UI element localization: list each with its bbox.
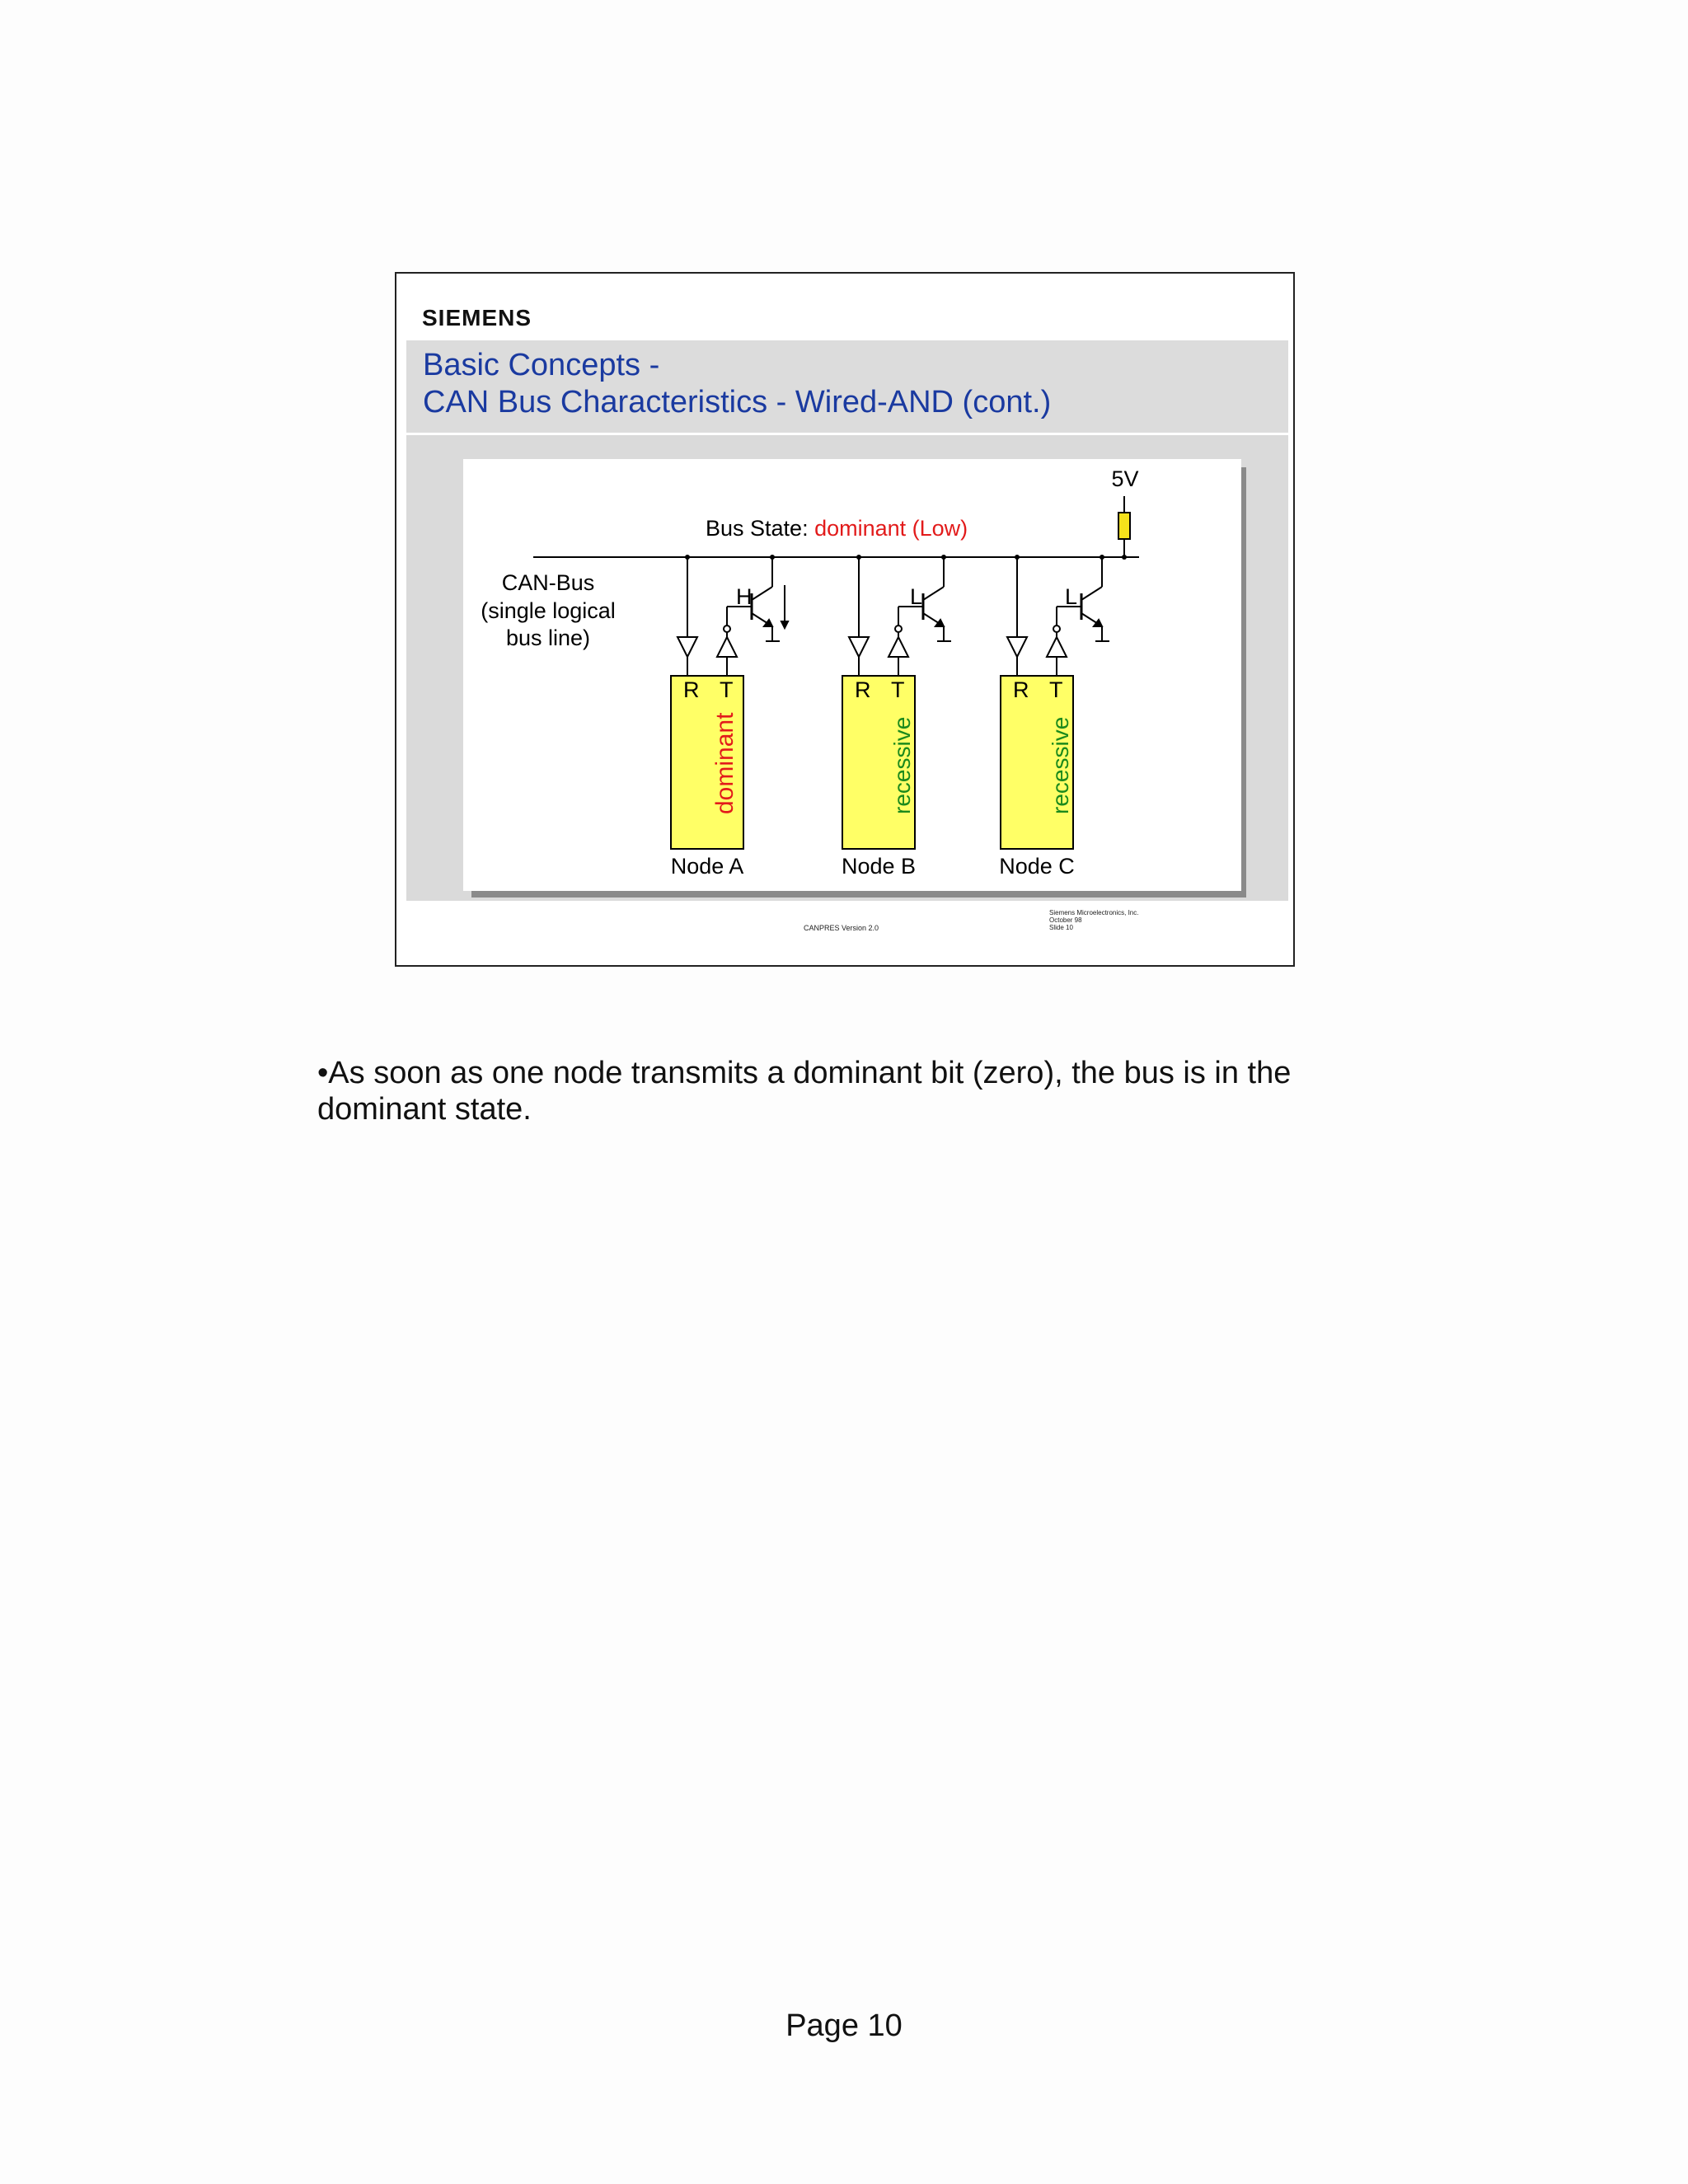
siemens-logo: SIEMENS: [422, 305, 532, 330]
node-b-r-label: R: [855, 677, 871, 702]
footer-company-name: Siemens Microelectronics, Inc.: [1049, 909, 1139, 916]
bus-label-line1: CAN-Bus: [501, 570, 595, 595]
footer-slide-number: Slide 10: [1049, 924, 1073, 931]
slide-footer-company: [1049, 909, 1138, 931]
node-c-t-label: T: [1049, 677, 1063, 702]
footer-date: October 98: [1049, 916, 1082, 924]
node-c-label: Node C: [999, 854, 1075, 879]
node-a-input-label: H: [736, 584, 753, 609]
node-b-input-label: L: [910, 584, 923, 609]
node-c-r-label: R: [1013, 677, 1029, 702]
node-b-t-label: T: [891, 677, 905, 702]
page-number: Page 10: [785, 2008, 903, 2043]
pullup-resistor: [1118, 513, 1130, 539]
slide-title-line1: Basic Concepts -: [423, 348, 660, 382]
node-c-state: recessive: [1048, 716, 1073, 814]
node-c-input-label: L: [1065, 584, 1078, 609]
node-a-label: Node A: [670, 854, 744, 879]
supply-label: 5V: [1111, 466, 1139, 491]
bus-label-line2: (single logical: [481, 598, 616, 623]
bus-state-label: Bus State: dominant (Low): [706, 516, 968, 541]
slide-footer-version: CANPRES Version 2.0: [804, 924, 879, 932]
node-a-t-label: T: [720, 677, 734, 702]
node-b-state: recessive: [889, 716, 915, 814]
node-a-r-label: R: [683, 677, 700, 702]
node-a-state: dominant: [711, 712, 738, 814]
slide-title-line2: CAN Bus Characteristics - Wired-AND (cont.): [423, 385, 1052, 419]
bullet-text: •As soon as one node transmits a dominant bit (zero), the bus is in the dominant state.: [317, 1056, 1292, 1127]
node-b-label: Node B: [841, 854, 917, 879]
bus-label-line3: bus line): [505, 626, 591, 650]
